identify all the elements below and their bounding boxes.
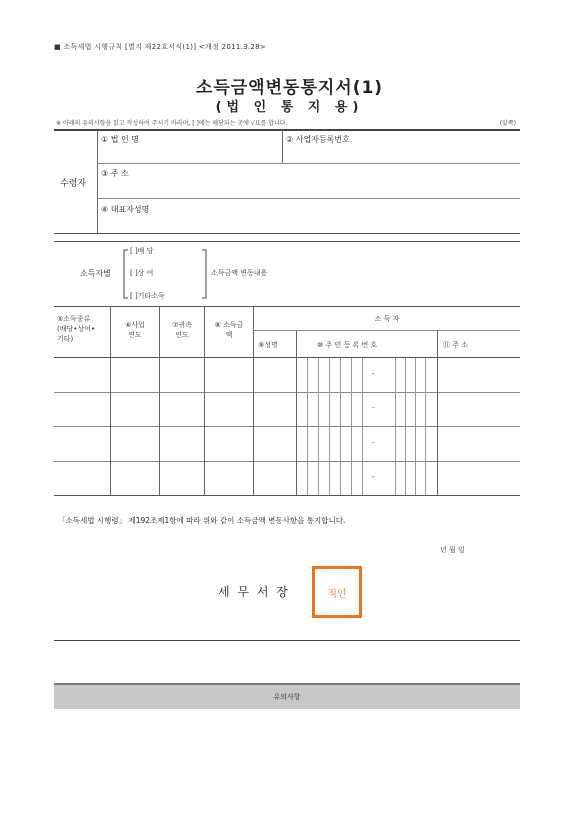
page-title: 소득금액변동통지서(1)	[195, 78, 384, 98]
attribution-year-header: ⑦귀속 연도	[172, 321, 192, 339]
income-kind-header: ⑤소득종류 (배당•상여• 기타)	[57, 315, 96, 343]
divider	[97, 198, 520, 199]
rrn-dash: -	[372, 404, 375, 412]
divider	[340, 358, 341, 495]
resident-number-header: ⑩ 주 민 등 록 번 호	[317, 341, 378, 349]
rrn-dash: -	[372, 370, 375, 378]
divider	[253, 330, 520, 331]
corp-name-label[interactable]: ① 법 인 명	[101, 135, 139, 144]
divider	[253, 307, 254, 495]
biz-reg-number-label[interactable]: ② 사업자등록번호	[286, 135, 350, 144]
divider-top	[54, 129, 520, 131]
income-type-label: 소득자별	[80, 269, 111, 278]
recipient-label: 수령자	[60, 179, 87, 189]
divider	[97, 130, 98, 233]
seal-label: 직인	[327, 589, 347, 600]
option-bonus[interactable]: [ ]상 여	[130, 269, 154, 277]
divider	[296, 331, 297, 495]
representative-label[interactable]: ④ 대표자성명	[101, 205, 150, 214]
divider	[329, 358, 330, 495]
page-side-note: (앞쪽)	[499, 120, 516, 127]
divider	[307, 358, 308, 495]
divider	[54, 241, 520, 242]
option-dividend[interactable]: [ ]배 당	[130, 247, 154, 255]
income-earner-header: 소 득 자	[374, 315, 400, 323]
page-subtitle: (법 인 통 지 용)	[215, 100, 364, 115]
divider	[425, 358, 426, 495]
divider	[54, 392, 520, 393]
divider	[415, 358, 416, 495]
rrn-dash: -	[372, 439, 375, 447]
address-header: ⑪ 주 소	[443, 341, 468, 349]
income-amount-header: ⑧ 소득금 액	[214, 321, 244, 339]
divider	[54, 495, 520, 496]
rrn-dash: -	[372, 473, 375, 481]
divider	[351, 358, 352, 495]
divider	[318, 358, 319, 495]
notes-label: 유의사항	[273, 693, 301, 701]
divider	[395, 358, 396, 495]
tax-office-head: 세 무 서 장	[218, 585, 290, 599]
divider	[54, 461, 520, 462]
divider	[54, 233, 520, 234]
divider	[405, 358, 406, 495]
divider	[437, 331, 438, 495]
change-content-label: 소득금액 변동내용	[211, 269, 268, 277]
divider	[97, 163, 520, 164]
option-other-income[interactable]: [ ]기타소득	[130, 292, 165, 300]
official-seal	[312, 566, 362, 618]
notification-statement: 「소득세법 시행령」 제192조제1항에 따라 위와 같이 소득금액 변동사항을 통지합니다.	[58, 516, 346, 525]
instruction-note: ※ 아래의 유의사항을 읽고 작성하여 주시기 바라며, [ ]에는 해당되는 곳에 √표를 합니다.	[56, 120, 288, 127]
notes-header	[54, 683, 520, 709]
divider	[54, 306, 520, 307]
divider	[362, 358, 363, 495]
divider	[282, 130, 283, 163]
divider	[54, 357, 520, 358]
divider	[54, 426, 520, 427]
business-year-header: ⑥사업 연도	[125, 321, 145, 339]
form-reference: ■ 소득세법 시행규칙 [별지 제22호서식(1)] <개정 2011.3.28>	[54, 43, 267, 51]
date-label[interactable]: 년 월 일	[440, 546, 465, 554]
divider	[54, 640, 520, 641]
address-label[interactable]: ③ 주 소	[101, 169, 129, 178]
name-header: ⑨성명	[258, 341, 278, 349]
